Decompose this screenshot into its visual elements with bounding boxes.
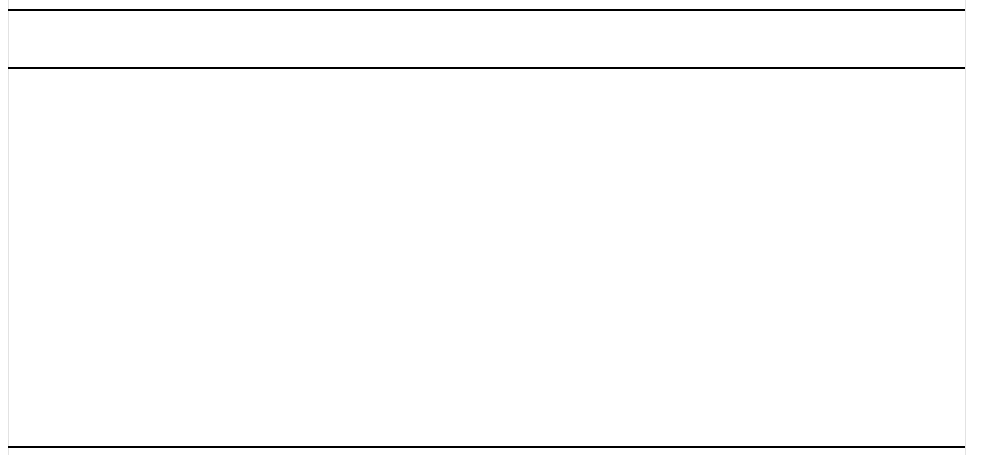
table-top-rule	[8, 9, 965, 11]
table-bottom-rule	[8, 446, 965, 448]
table-header-rule	[8, 67, 965, 69]
page-frame-right	[965, 0, 966, 455]
